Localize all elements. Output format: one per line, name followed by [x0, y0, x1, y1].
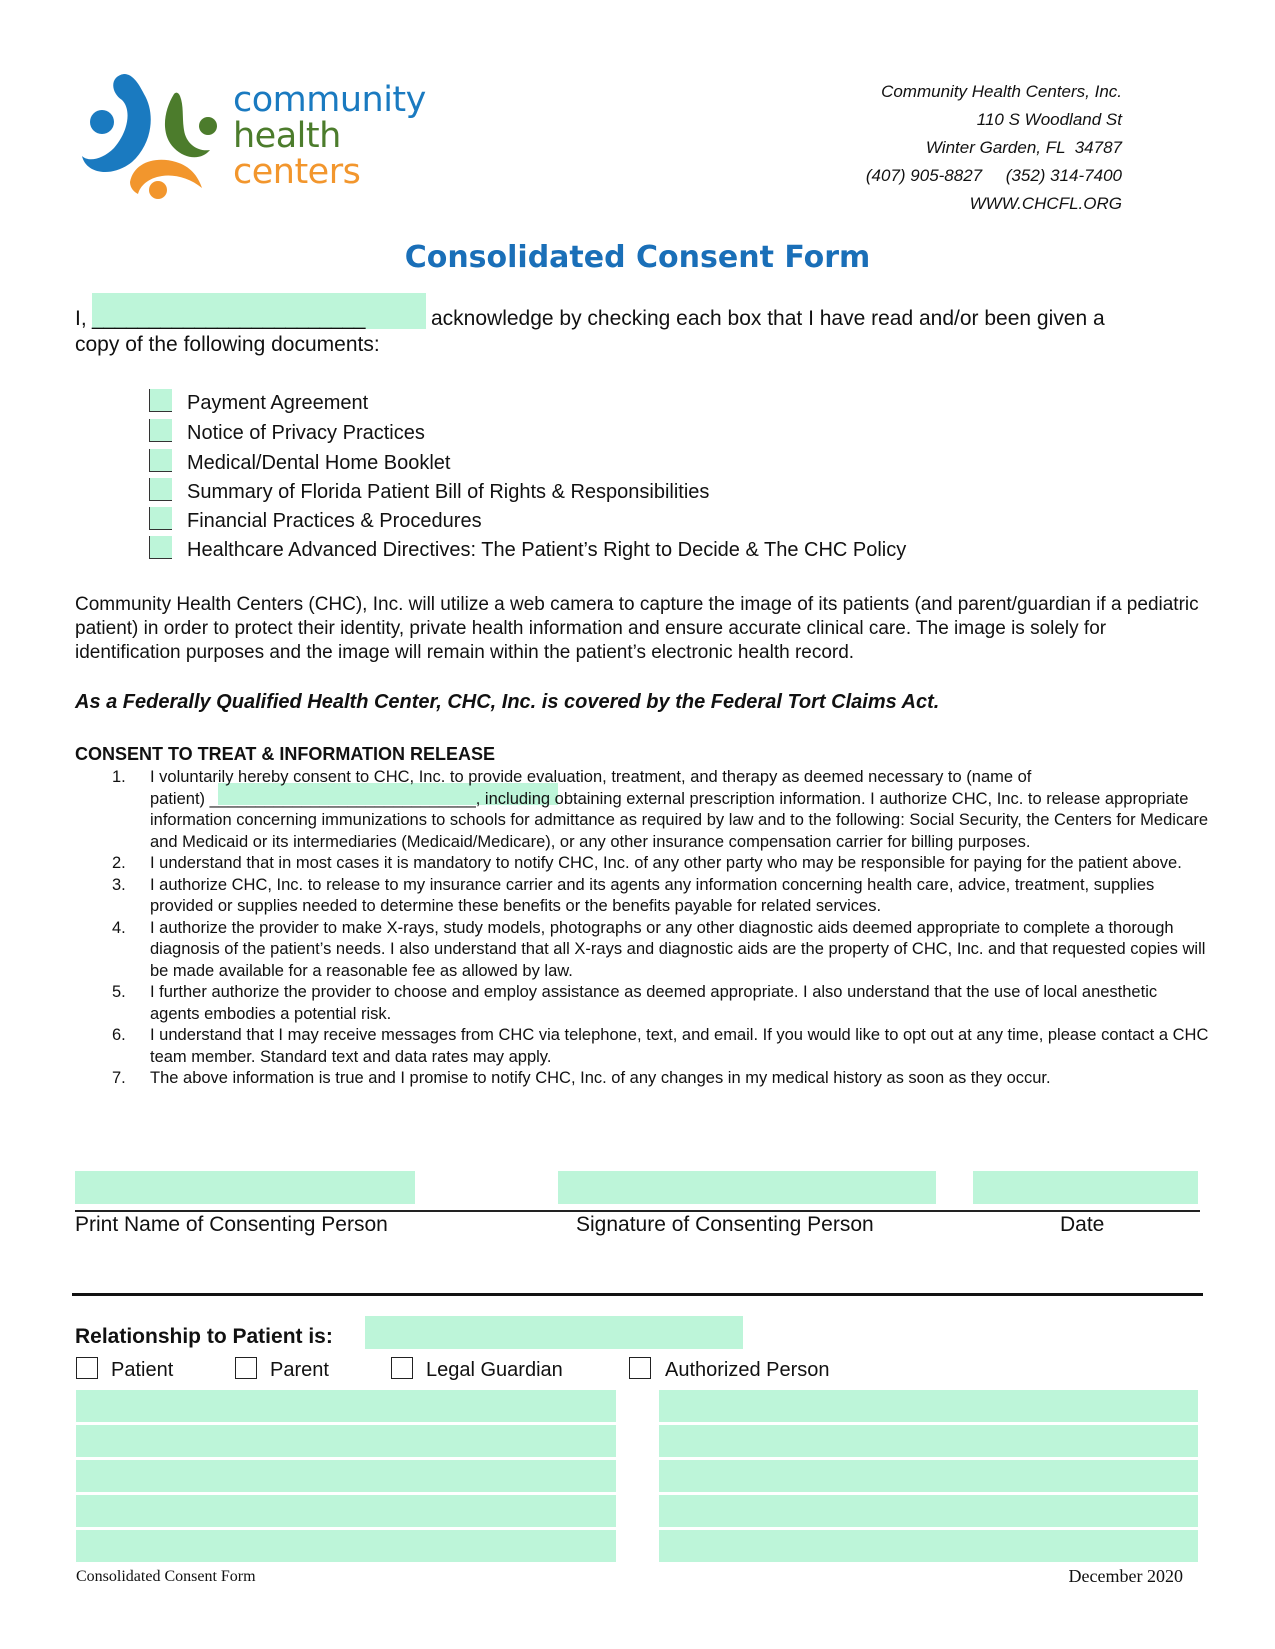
- relationship-option-label: Authorized Person: [665, 1359, 830, 1381]
- logo-word-centers: centers: [233, 152, 361, 192]
- intro-text: acknowledge by checking each box that I have read and/or been given a: [431, 307, 1105, 330]
- document-checkbox[interactable]: [149, 478, 172, 501]
- relationship-option-label: Patient: [111, 1359, 174, 1381]
- list-item: [75, 1025, 1210, 1068]
- list-item-text: I authorize the provider to make X-rays, study models, photographs or any other diagnostic aids deemed appropriate to complete a thorough diagnosis of the patient’s needs. I also understand that all X-rays and diagnostic aids are the property of CHC, Inc. and that requested copies will be made available for a reasonable fee as allowed by law.: [150, 918, 1206, 980]
- consent-item1-part-b: patient): [150, 789, 206, 808]
- relationship-option-label: Parent: [270, 1359, 329, 1381]
- right-field-row[interactable]: [659, 1460, 1198, 1492]
- print-name-label: Print Name of Consenting Person: [75, 1213, 388, 1236]
- list-item-text: I authorize CHC, Inc. to release to my insurance carrier and its agents any information concerning health care, advice, treatment, supplies provided or supplies needed to determine these benefits or the benefits payable for related services.: [150, 875, 1155, 915]
- list-item-number: 6.: [112, 1026, 126, 1044]
- list-item: [75, 918, 1210, 983]
- right-field-row[interactable]: [659, 1390, 1198, 1422]
- list-item-number: 3.: [112, 875, 126, 894]
- list-item: [75, 875, 1210, 918]
- logo-word-community: community: [233, 80, 426, 120]
- document-checkbox[interactable]: [149, 507, 172, 530]
- relationship-checkbox-patient[interactable]: [76, 1357, 98, 1379]
- footer-right: December 2020: [1068, 1566, 1183, 1586]
- list-item-text: I understand that in most cases it is mandatory to notify CHC, Inc. of any other party who may be responsible for paying for the patient above.: [150, 854, 1182, 872]
- footer-left: Consolidated Consent Form: [76, 1568, 256, 1585]
- right-field-row[interactable]: [659, 1425, 1198, 1457]
- intro-line2: copy of the following documents:: [75, 333, 380, 356]
- org-name: Community Health Centers, Inc.: [881, 82, 1122, 101]
- document-label: Financial Practices & Procedures: [187, 510, 482, 532]
- relationship-option-label: Legal Guardian: [426, 1359, 563, 1381]
- logo-word-health: health: [233, 116, 341, 156]
- relationship-checkbox-parent[interactable]: [235, 1357, 257, 1379]
- signature-field[interactable]: [558, 1171, 936, 1204]
- relationship-checkbox-legal-guardian[interactable]: [391, 1357, 413, 1379]
- print-name-field[interactable]: [75, 1171, 415, 1204]
- document-checkbox[interactable]: [149, 389, 172, 412]
- list-item: [75, 1068, 1210, 1090]
- org-city: Winter Garden, FL 34787: [925, 138, 1122, 157]
- intro-prefix: I,: [75, 307, 87, 330]
- right-field-row[interactable]: [659, 1530, 1198, 1562]
- document-label: Payment Agreement: [187, 392, 369, 414]
- document-checkbox[interactable]: [149, 419, 172, 442]
- signature-label: Signature of Consenting Person: [576, 1213, 874, 1236]
- list-item-number: 4.: [112, 918, 126, 937]
- document-label: Medical/Dental Home Booklet: [187, 452, 451, 474]
- camera-paragraph: Community Health Centers (CHC), Inc. will utilize a web camera to capture the image of its patients (and parent/guardian if a pediatric patient) in order to protect their identity, private health information and ensure accurate clinical care. The image is solely for identification purposes and the image will remain within the patient’s electronic health record.: [75, 594, 1199, 663]
- relationship-field[interactable]: [365, 1316, 743, 1349]
- list-item-text: The above information is true and I promise to notify CHC, Inc. of any changes in my medical history as soon as they occur.: [150, 1069, 1051, 1087]
- list-item: [75, 982, 1210, 1025]
- list-item: [75, 767, 1210, 853]
- left-field-row[interactable]: [76, 1495, 616, 1527]
- section-divider: [72, 1293, 1203, 1296]
- org-street: 110 S Woodland St: [976, 110, 1122, 129]
- org-phones: (407) 905-8827 (352) 314-7400: [865, 166, 1122, 185]
- date-field[interactable]: [973, 1171, 1198, 1204]
- consent-item1-part-c: , including obtaining external prescription information. I authorize CHC, Inc. to release appropriate information concerning immunizations to schools for admittance as required by law and to the following: Social Security, the Centers for Medicare and Medicaid or its intermediaries (Medicaid/Medicare), or any other insurance compensation carrier for billing purposes.: [150, 789, 1209, 851]
- list-item-number: 5.: [112, 983, 126, 1001]
- consent-item1-part-a: I voluntarily hereby consent to CHC, Inc. to provide evaluation, treatment, and therapy as deemed necessary to (name of: [150, 768, 1032, 786]
- right-field-row[interactable]: [659, 1495, 1198, 1527]
- consent-heading: CONSENT TO TREAT & INFORMATION RELEASE: [75, 744, 496, 764]
- left-field-row[interactable]: [76, 1425, 616, 1457]
- left-field-row[interactable]: [76, 1530, 616, 1562]
- chc-logo-mark-icon: [80, 70, 230, 210]
- ftca-statement: As a Federally Qualified Health Center, CHC, Inc. is covered by the Federal Tort Claims Act.: [75, 691, 940, 713]
- document-checkbox[interactable]: [149, 536, 172, 559]
- list-item-text: I further authorize the provider to choose and employ assistance as deemed appropriate. I also understand that the use of local anesthetic agents embodies a potential risk.: [150, 983, 1158, 1023]
- relationship-label: Relationship to Patient is:: [75, 1325, 333, 1348]
- list-item-number: 2.: [112, 854, 126, 872]
- relationship-checkbox-authorized-person[interactable]: [629, 1357, 651, 1379]
- page-title: Consolidated Consent Form: [404, 240, 871, 275]
- patient-name-blank-line: _____________________________: [209, 789, 476, 808]
- list-item-number: 1.: [112, 768, 126, 786]
- document-label: Notice of Privacy Practices: [187, 422, 425, 444]
- date-label: Date: [1060, 1213, 1105, 1236]
- list-item-number: 7.: [112, 1069, 126, 1087]
- list-item-text: I understand that I may receive messages from CHC via telephone, text, and email. If you would like to opt out at any time, please contact a CHC team member. Standard text and data rates may apply.: [150, 1026, 1209, 1066]
- org-website: WWW.CHCFL.ORG: [969, 194, 1122, 213]
- document-label: Summary of Florida Patient Bill of Rights & Responsibilities: [187, 481, 710, 503]
- logo: [80, 70, 440, 210]
- left-field-row[interactable]: [76, 1460, 616, 1492]
- consent-list: [75, 767, 1210, 1090]
- document-checkbox[interactable]: [149, 449, 172, 472]
- signature-line: [75, 1210, 1200, 1212]
- intro-blank-line: ________________________: [92, 307, 366, 330]
- left-field-row[interactable]: [76, 1390, 616, 1422]
- list-item: [75, 853, 1210, 875]
- document-label: Healthcare Advanced Directives: The Patient’s Right to Decide & The CHC Policy: [187, 539, 907, 561]
